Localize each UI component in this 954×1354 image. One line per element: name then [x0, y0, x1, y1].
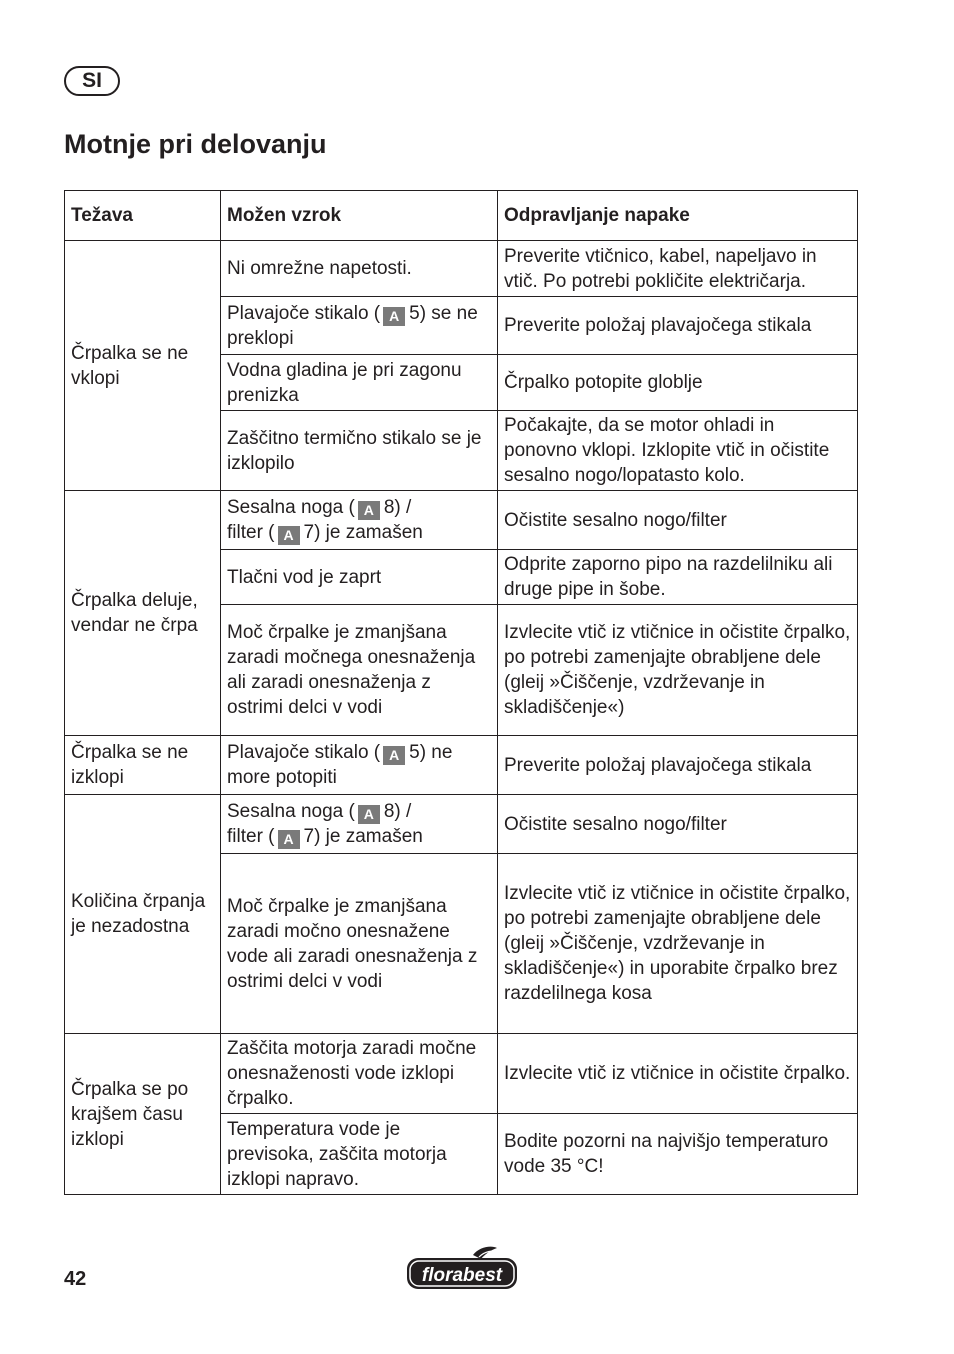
table-row: [65, 1034, 858, 1114]
remedy-cell: Preverite vtičnico, kabel, napeljavo in vtič. Po potrebi pokličite električarja.: [498, 241, 858, 297]
figure-a-ref-icon: A: [383, 307, 405, 326]
cause-cell: Zaščitno termično stikalo se je izklopilo: [221, 411, 498, 491]
problem-cell: Črpalka deluje, vendar ne črpa: [65, 491, 221, 736]
cause-cell: [221, 736, 498, 795]
cause-text: 7) je zamašen: [303, 826, 423, 847]
remedy-cell: Izvlecite vtič iz vtičnice in očistite črpalko.: [498, 1034, 858, 1114]
cause-text: filter (: [227, 522, 275, 543]
remedy-cell: Bodite pozorni na najvišjo temperaturo vode 35 °C!: [498, 1114, 858, 1195]
cause-cell: [221, 795, 498, 854]
cause-cell: Moč črpalke je zmanjšana zaradi močno onesnažene vode ali zaradi onesnaženja z ostrimi delci v vodi: [221, 854, 498, 1034]
cause-text: Sesalna noga (: [227, 497, 355, 518]
page-title: Motnje pri delovanju: [64, 129, 327, 159]
cause-cell: [221, 491, 498, 550]
cause-cell: Temperatura vode je previsoka, zaščita motorja izklopi napravo.: [221, 1114, 498, 1195]
cause-cell: [221, 297, 498, 355]
problem-cell: Črpalka se ne izklopi: [65, 736, 221, 795]
remedy-cell: Očistite sesalno nogo/filter: [498, 795, 858, 854]
cause-cell: Ni omrežne napetosti.: [221, 241, 498, 297]
remedy-cell: Preverite položaj plavajočega stikala: [498, 297, 858, 355]
cause-text: Plavajoče stikalo (: [227, 742, 381, 763]
remedy-cell: Izvlecite vtič iz vtičnice in očistite črpalko, po potrebi zamenjajte obrabljene dele (gleij »Čiščenje, vzdrževanje in skladiščenje«) in uporabite črpalko brez razdelilnega kosa: [498, 854, 858, 1034]
remedy-cell: Odprite zaporno pipo na razdelilniku ali druge pipe in šobe.: [498, 550, 858, 605]
header-remedy: Odpravljanje napake: [498, 191, 858, 241]
header-problem: Težava: [65, 191, 221, 241]
table-row: [65, 241, 858, 297]
figure-a-ref-icon: A: [383, 746, 405, 765]
troubleshooting-table: [64, 190, 858, 1195]
cause-text: filter (: [227, 826, 275, 847]
problem-cell: Črpalka se po krajšem času izklopi: [65, 1034, 221, 1195]
remedy-cell: Črpalko potopite globlje: [498, 355, 858, 411]
cause-cell: Zaščita motorja zaradi močne onesnaženosti vode izklopi črpalko.: [221, 1034, 498, 1114]
remedy-cell: Očistite sesalno nogo/filter: [498, 491, 858, 550]
page-number: 42: [64, 1268, 87, 1290]
problem-cell: Količina črpanja je nezadostna: [65, 795, 221, 1034]
problem-cell: Črpalka se ne vklopi: [65, 241, 221, 491]
cause-text: 5) ne more potopiti: [227, 742, 453, 788]
cause-cell: Moč črpalke je zmanjšana zaradi močnega onesnaženja ali zaradi onesnaženja z ostrimi delci v vodi: [221, 605, 498, 736]
table-row: [65, 491, 858, 550]
svg-text:florabest: florabest: [421, 1265, 503, 1286]
cause-cell: Vodna gladina je pri zagonu prenizka: [221, 355, 498, 411]
table-row: [65, 736, 858, 795]
figure-a-ref-icon: A: [358, 805, 380, 824]
florabest-logo: [405, 1245, 519, 1291]
figure-a-ref-icon: A: [278, 526, 300, 545]
figure-a-ref-icon: A: [358, 501, 380, 520]
table-row: [65, 795, 858, 854]
figure-a-ref-icon: A: [278, 830, 300, 849]
cause-text: 8) /: [383, 497, 412, 518]
header-cause: Možen vzrok: [221, 191, 498, 241]
cause-text: 8) /: [383, 801, 412, 822]
cause-text: Plavajoče stikalo (: [227, 302, 381, 324]
table-header-row: [65, 191, 858, 241]
remedy-cell: Počakajte, da se motor ohladi in ponovno vklopi. Izklopite vtič in očistite sesalno nogo/lopatasto kolo.: [498, 411, 858, 491]
remedy-cell: Izvlecite vtič iz vtičnice in očistite črpalko, po potrebi zamenjajte obrabljene dele (gleij »Čiščenje, vzdrževanje in skladiščenje«): [498, 605, 858, 736]
remedy-cell: Preverite položaj plavajočega stikala: [498, 736, 858, 795]
cause-text: 5) se ne preklopi: [227, 302, 478, 349]
cause-text: Sesalna noga (: [227, 801, 355, 822]
cause-text: 7) je zamašen: [303, 522, 423, 543]
language-badge: SI: [64, 66, 120, 96]
cause-cell: Tlačni vod je zaprt: [221, 550, 498, 605]
